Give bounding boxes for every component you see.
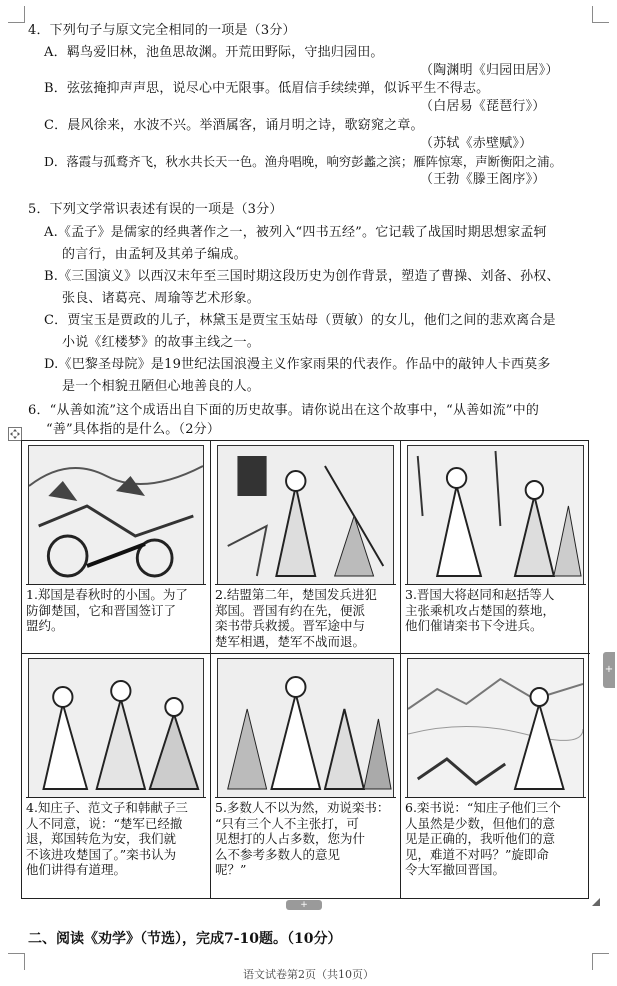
q4-option-a: A．羁鸟爱旧林，池鱼思故渊。开荒田野际，守拙归园田。 (44, 45, 384, 60)
panel-3-illustration (407, 445, 584, 585)
story-panel-2 (211, 441, 401, 654)
panel-5-caption: 5.多数人不以为然，劝说栾书： “只有三个人不主张打，可 见想打的人占多数，您为什 么不参考多数人的意见 呢？” (215, 800, 390, 877)
panel-1-caption: 1.郑国是春秋时的小国。为了 防御楚国，它和晋国签订了 盟约。 (26, 587, 188, 633)
table-move-handle[interactable] (8, 426, 22, 440)
table-add-row-tab[interactable]: + (286, 900, 322, 910)
table-resize-handle[interactable] (592, 898, 600, 906)
q5-option-d: D.《巴黎圣母院》是19世纪法国浪漫主义作家雨果的代表作。作品中的敲钟人卡西莫多 (44, 357, 551, 372)
q4-stem: 4．下列句子与原文完全相同的一项是（3分） (28, 23, 296, 38)
q6-stem: 6．“从善如流”这个成语出自下面的历史故事。请你说出在这个故事中，“从善如流”中的 (28, 403, 540, 418)
story-panel-6 (401, 654, 590, 898)
page-corner-mark (592, 6, 609, 23)
q4-option-b-source: （白居易《琵琶行》） (420, 99, 546, 114)
q5-option-c: C．贾宝玉是贾政的儿子，林黛玉是贾宝玉姑母（贾敏）的女儿，他们之间的悲欢离合是 (44, 313, 556, 328)
story-panel-5 (211, 654, 401, 898)
panel-6-caption: 6.栾书说：“知庄子他们三个 人虽然是少数，但他们的意 见是正确的，我听他们的意 见，难道不对吗？”旋即命 令大军撤回晋国。 (405, 800, 561, 877)
section-2-heading: 二、阅读《劝学》（节选），完成7-10题。（10分） (28, 931, 342, 947)
q4-option-c: C．晨风徐来，水波不兴。举酒属客，诵月明之诗，歌窈窕之章。 (44, 118, 424, 133)
panel-6-illustration (407, 658, 584, 798)
panel-3-caption: 3.晋国大将赵同和赵括等人 主张乘机攻占楚国的蔡地， 他们催请栾书下令进兵。 (405, 587, 556, 633)
panel-2-caption: 2.结盟第二年，楚国发兵进犯 郑国。晋国有约在先，便派 栾书带兵救援。晋军途中与 楚军相遇，楚军不战而退。 (215, 587, 377, 649)
q5-option-b-cont: 张良、诸葛亮、周瑜等艺术形象。 (62, 291, 261, 306)
q4-option-a-source: （陶渊明《归园田居》） (420, 63, 559, 78)
panel-4-caption: 4.知庄子、范文子和韩献子三 人不同意，说：“楚军已经撤 退，郑国转危为安，我们就 不该进攻楚国了。”栾书认为 他们讲得有道理。 (26, 800, 188, 877)
panel-2-illustration (217, 445, 394, 585)
q5-option-b: B.《三国演义》以西汉末年至三国时期这段历史为创作背景，塑造了曹操、刘备、孙权、 (44, 269, 560, 284)
q5-option-c-cont: 小说《红楼梦》的故事主线之一。 (62, 335, 261, 350)
q4-option-d-source: （王勃《滕王阁序》） (420, 172, 546, 187)
move-arrows-icon (8, 427, 22, 441)
q5-option-a: A.《孟子》是儒家的经典著作之一，被列入“四书五经”。它记载了战国时期思想家孟轲 (44, 225, 547, 240)
side-expand-tab[interactable]: + (603, 652, 615, 688)
panel-4-illustration (28, 658, 204, 798)
panel-5-illustration (217, 658, 394, 798)
story-panel-4 (22, 654, 211, 898)
q4-option-b: B．弦弦掩抑声声思，说尽心中无限事。低眉信手续续弹，似诉平生不得志。 (44, 81, 490, 96)
story-panel-1 (22, 441, 211, 654)
q5-stem: 5．下列文学常识表述有误的一项是（3分） (28, 202, 283, 217)
page-corner-mark (8, 6, 25, 23)
q5-option-a-cont: 的言行，由孟轲及其弟子编成。 (62, 247, 247, 262)
q5-option-d-cont: 是一个相貌丑陋但心地善良的人。 (62, 379, 261, 394)
q4-option-d: D．落霞与孤鹜齐飞，秋水共长天一色。渔舟唱晚，响穷彭蠡之滨；雁阵惊寒，声断衡阳之浦。 (44, 154, 562, 169)
q4-option-c-source: （苏轼《赤壁赋》） (420, 136, 533, 151)
page-footer: 语文试卷第2页（共10页） (243, 968, 374, 981)
panel-1-illustration (28, 445, 204, 585)
comic-story-table (21, 440, 589, 899)
q6-stem-cont: “善”具体指的是什么。（2分） (46, 422, 221, 437)
story-panel-3 (401, 441, 590, 654)
